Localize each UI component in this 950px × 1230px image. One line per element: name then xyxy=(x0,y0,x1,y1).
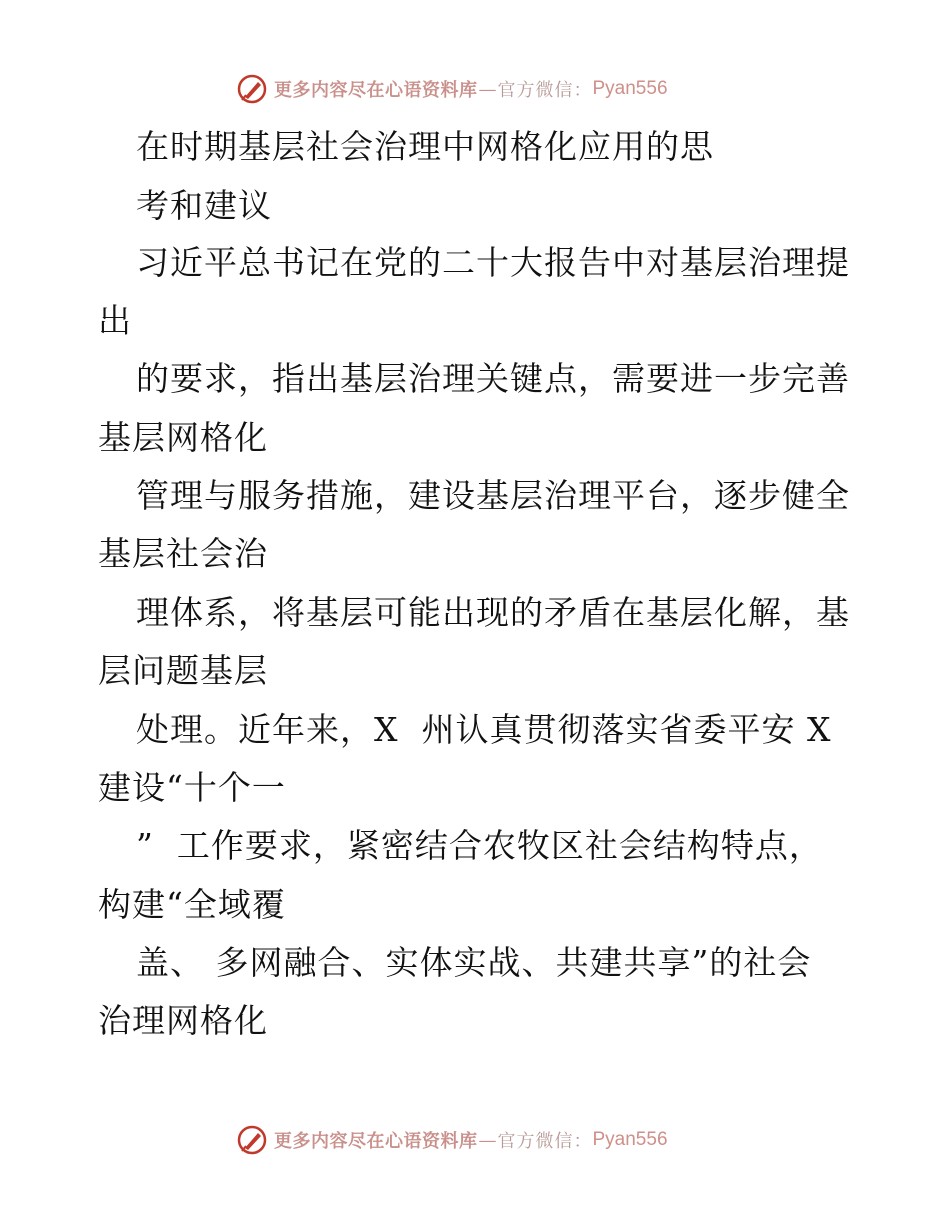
watermark-account: Pyan556 xyxy=(592,78,668,99)
body-line: 构建“全域覆 xyxy=(98,885,286,924)
watermark-site: 更多内容尽在心语资料库 xyxy=(274,1131,478,1152)
quill-seal-icon xyxy=(236,73,268,105)
watermark-dash: — xyxy=(478,1129,497,1151)
footer-watermark xyxy=(236,1123,668,1157)
body-line: 的要求，指出基层治理关键点，需要进一步完善 xyxy=(136,359,850,398)
body-line: 盖、 多网融合、实体实战、共建共享”的社会 xyxy=(136,943,812,982)
body-line: 治理网格化 xyxy=(98,1001,268,1040)
watermark-dash: — xyxy=(478,78,497,100)
watermark-label: 官方微信： xyxy=(497,80,593,101)
watermark-account: Pyan556 xyxy=(592,1129,668,1150)
body-line: 基层社会治 xyxy=(98,534,268,573)
title-line-2: 考和建议 xyxy=(136,186,272,225)
body-line: 建设“十个一 xyxy=(98,768,286,807)
body-line: 层问题基层 xyxy=(98,651,268,690)
body-line: 处理。近年来，X 州认真贯彻落实省委平安 X xyxy=(136,710,832,749)
watermark-site: 更多内容尽在心语资料库 xyxy=(274,80,478,101)
title-line-1: 在时期基层社会治理中网格化应用的思 xyxy=(136,127,714,166)
quill-seal-icon xyxy=(236,1124,268,1156)
header-watermark xyxy=(236,72,668,106)
body-line: 基层网格化 xyxy=(98,418,268,457)
watermark-label: 官方微信： xyxy=(497,1131,593,1152)
body-line: 理体系，将基层可能出现的矛盾在基层化解，基 xyxy=(136,593,850,632)
body-line: 出 xyxy=(98,301,132,340)
body-line: ” 工作要求，紧密结合农牧区社会结构特点， xyxy=(136,826,823,865)
body-line: 管理与服务措施，建设基层治理平台，逐步健全 xyxy=(136,476,850,515)
body-line: 习近平总书记在党的二十大报告中对基层治理提 xyxy=(136,243,850,282)
